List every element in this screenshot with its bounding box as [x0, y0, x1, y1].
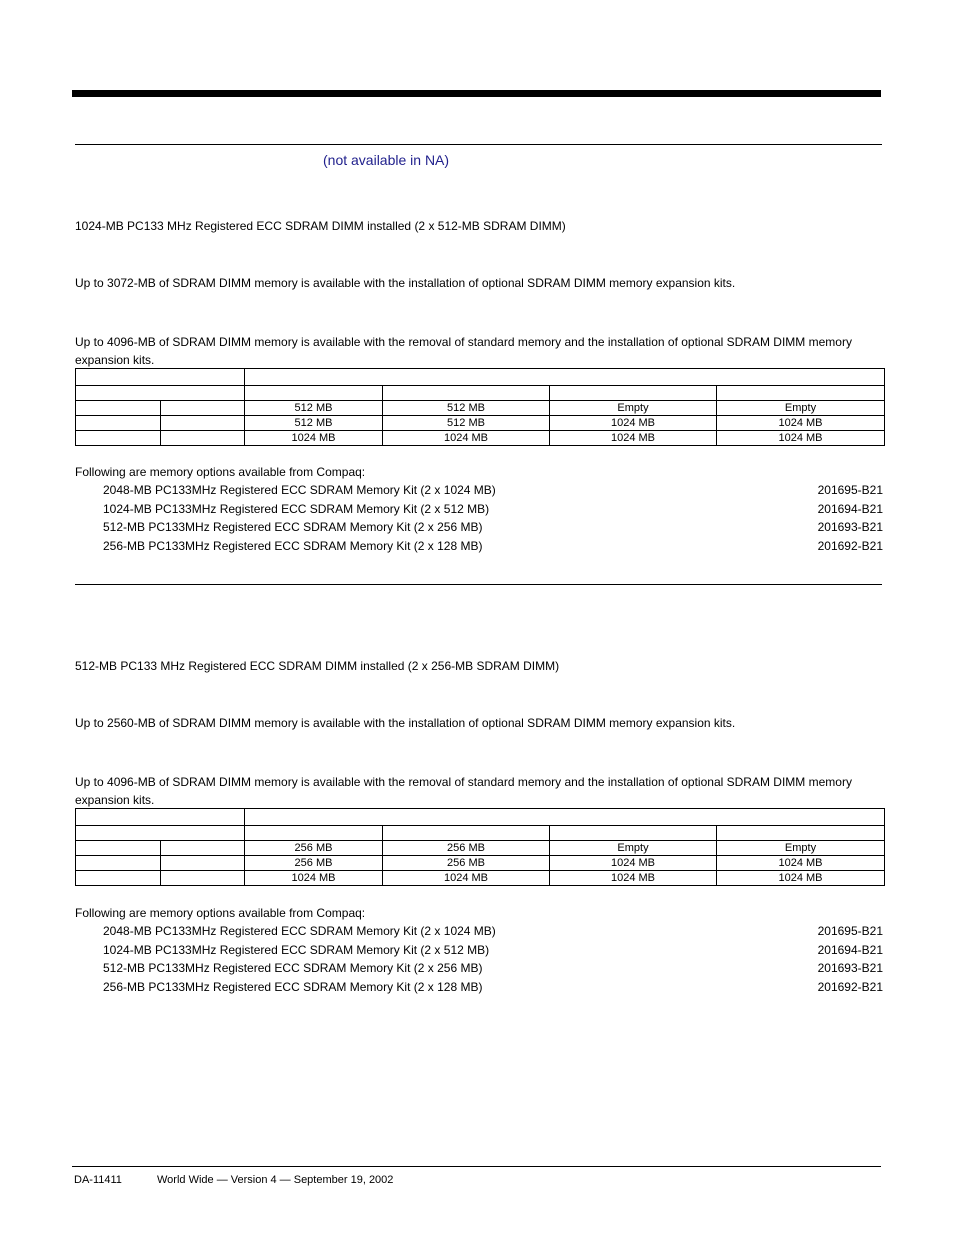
options-heading: Following are memory options available from Compaq:	[75, 465, 366, 479]
table-cell: 1024 MB	[245, 871, 383, 886]
table-cell: 1024 MB	[550, 871, 717, 886]
option-part-number: 201693-B21	[817, 520, 883, 535]
option-part-number: 201692-B21	[817, 979, 883, 994]
table-cell: Empty	[550, 401, 717, 416]
option-name: 2048-MB PC133MHz Registered ECC SDRAM Memory Kit (2 x 1024 MB)	[103, 483, 496, 497]
max-memory-removal-text: Up to 4096-MB of SDRAM DIMM memory is available with the removal of standard memory and the installation of optional SDRAM DIMM memory expansion kits.	[75, 775, 852, 807]
table-cell: Empty	[717, 841, 885, 856]
table-cell: 1024 MB	[550, 856, 717, 871]
list-item	[75, 922, 883, 941]
table-cell: 512 MB	[383, 401, 550, 416]
table-cell: 256 MB	[245, 856, 383, 871]
availability-note: (not available in NA)	[323, 152, 450, 168]
table-cell: 256 MB	[383, 841, 550, 856]
option-name: 512-MB PC133MHz Registered ECC SDRAM Memory Kit (2 x 256 MB)	[103, 520, 483, 535]
table-cell: 1024 MB	[383, 871, 550, 886]
option-part-number: 201694-B21	[817, 942, 883, 957]
option-name: 2048-MB PC133MHz Registered ECC SDRAM Memory Kit (2 x 1024 MB)	[103, 924, 496, 938]
max-memory-text: Up to 3072-MB of SDRAM DIMM memory is available with the installation of optional SDRAM DIMM memory expansion kits.	[75, 276, 736, 290]
table-row	[76, 841, 885, 856]
list-item	[75, 978, 883, 997]
table-cell: 1024 MB	[717, 856, 885, 871]
table-cell: 1024 MB	[550, 416, 717, 431]
list-item	[75, 500, 883, 519]
option-name: 1024-MB PC133MHz Registered ECC SDRAM Memory Kit (2 x 512 MB)	[103, 501, 490, 516]
option-name: 1024-MB PC133MHz Registered ECC SDRAM Memory Kit (2 x 512 MB)	[103, 942, 490, 957]
table-cell: 256 MB	[245, 841, 383, 856]
table-row	[76, 871, 885, 886]
max-memory-removal-text: Up to 4096-MB of SDRAM DIMM memory is available with the removal of standard memory and the installation of optional SDRAM DIMM memory expansion kits.	[75, 335, 852, 367]
option-name: 512-MB PC133MHz Registered ECC SDRAM Memory Kit (2 x 256 MB)	[103, 961, 483, 976]
standard-memory-text: 1024-MB PC133 MHz Registered ECC SDRAM DIMM installed (2 x 512-MB SDRAM DIMM)	[75, 219, 566, 233]
option-part-number: 201694-B21	[817, 501, 883, 516]
table-header-row	[76, 369, 885, 386]
memory-options-list	[75, 463, 883, 555]
footer-version: World Wide — Version 4 — September 19, 2002	[157, 1174, 394, 1186]
option-part-number: 201692-B21	[817, 538, 883, 553]
header-rule	[72, 90, 881, 97]
table-cell: Empty	[550, 841, 717, 856]
table-header-row	[76, 809, 885, 826]
list-item	[75, 518, 883, 537]
table-cell: 1024 MB	[245, 431, 383, 446]
table-cell: 512 MB	[383, 416, 550, 431]
footer-doc-id: DA-11411	[74, 1174, 122, 1186]
option-name: 256-MB PC133MHz Registered ECC SDRAM Memory Kit (2 x 128 MB)	[103, 979, 483, 994]
memory-config-table	[75, 368, 885, 446]
option-part-number: 201693-B21	[817, 961, 883, 976]
memory-options-list	[75, 904, 883, 996]
section-divider	[75, 144, 882, 145]
option-part-number: 201695-B21	[817, 924, 883, 938]
table-cell: 512 MB	[245, 416, 383, 431]
option-part-number: 201695-B21	[817, 483, 883, 497]
table-cell: Empty	[717, 401, 885, 416]
table-cell: 1024 MB	[717, 871, 885, 886]
table-subheader-row	[76, 386, 885, 401]
table-cell: 1024 MB	[717, 431, 885, 446]
list-item	[75, 537, 883, 556]
table-cell: 1024 MB	[717, 416, 885, 431]
table-cell: 1024 MB	[550, 431, 717, 446]
table-cell: 256 MB	[383, 856, 550, 871]
table-row	[76, 856, 885, 871]
table-row	[76, 416, 885, 431]
max-memory-text: Up to 2560-MB of SDRAM DIMM memory is available with the installation of optional SDRAM DIMM memory expansion kits.	[75, 716, 736, 730]
list-item	[75, 941, 883, 960]
table-cell: 512 MB	[245, 401, 383, 416]
list-item	[75, 481, 883, 500]
section-divider	[75, 584, 882, 585]
table-cell: 1024 MB	[383, 431, 550, 446]
table-subheader-row	[76, 826, 885, 841]
options-heading: Following are memory options available from Compaq:	[75, 906, 366, 920]
option-name: 256-MB PC133MHz Registered ECC SDRAM Memory Kit (2 x 128 MB)	[103, 538, 483, 553]
standard-memory-text: 512-MB PC133 MHz Registered ECC SDRAM DIMM installed (2 x 256-MB SDRAM DIMM)	[75, 659, 560, 673]
memory-config-table	[75, 808, 885, 886]
table-row	[76, 401, 885, 416]
footer-rule	[72, 1166, 881, 1167]
list-item	[75, 959, 883, 978]
table-row	[76, 431, 885, 446]
